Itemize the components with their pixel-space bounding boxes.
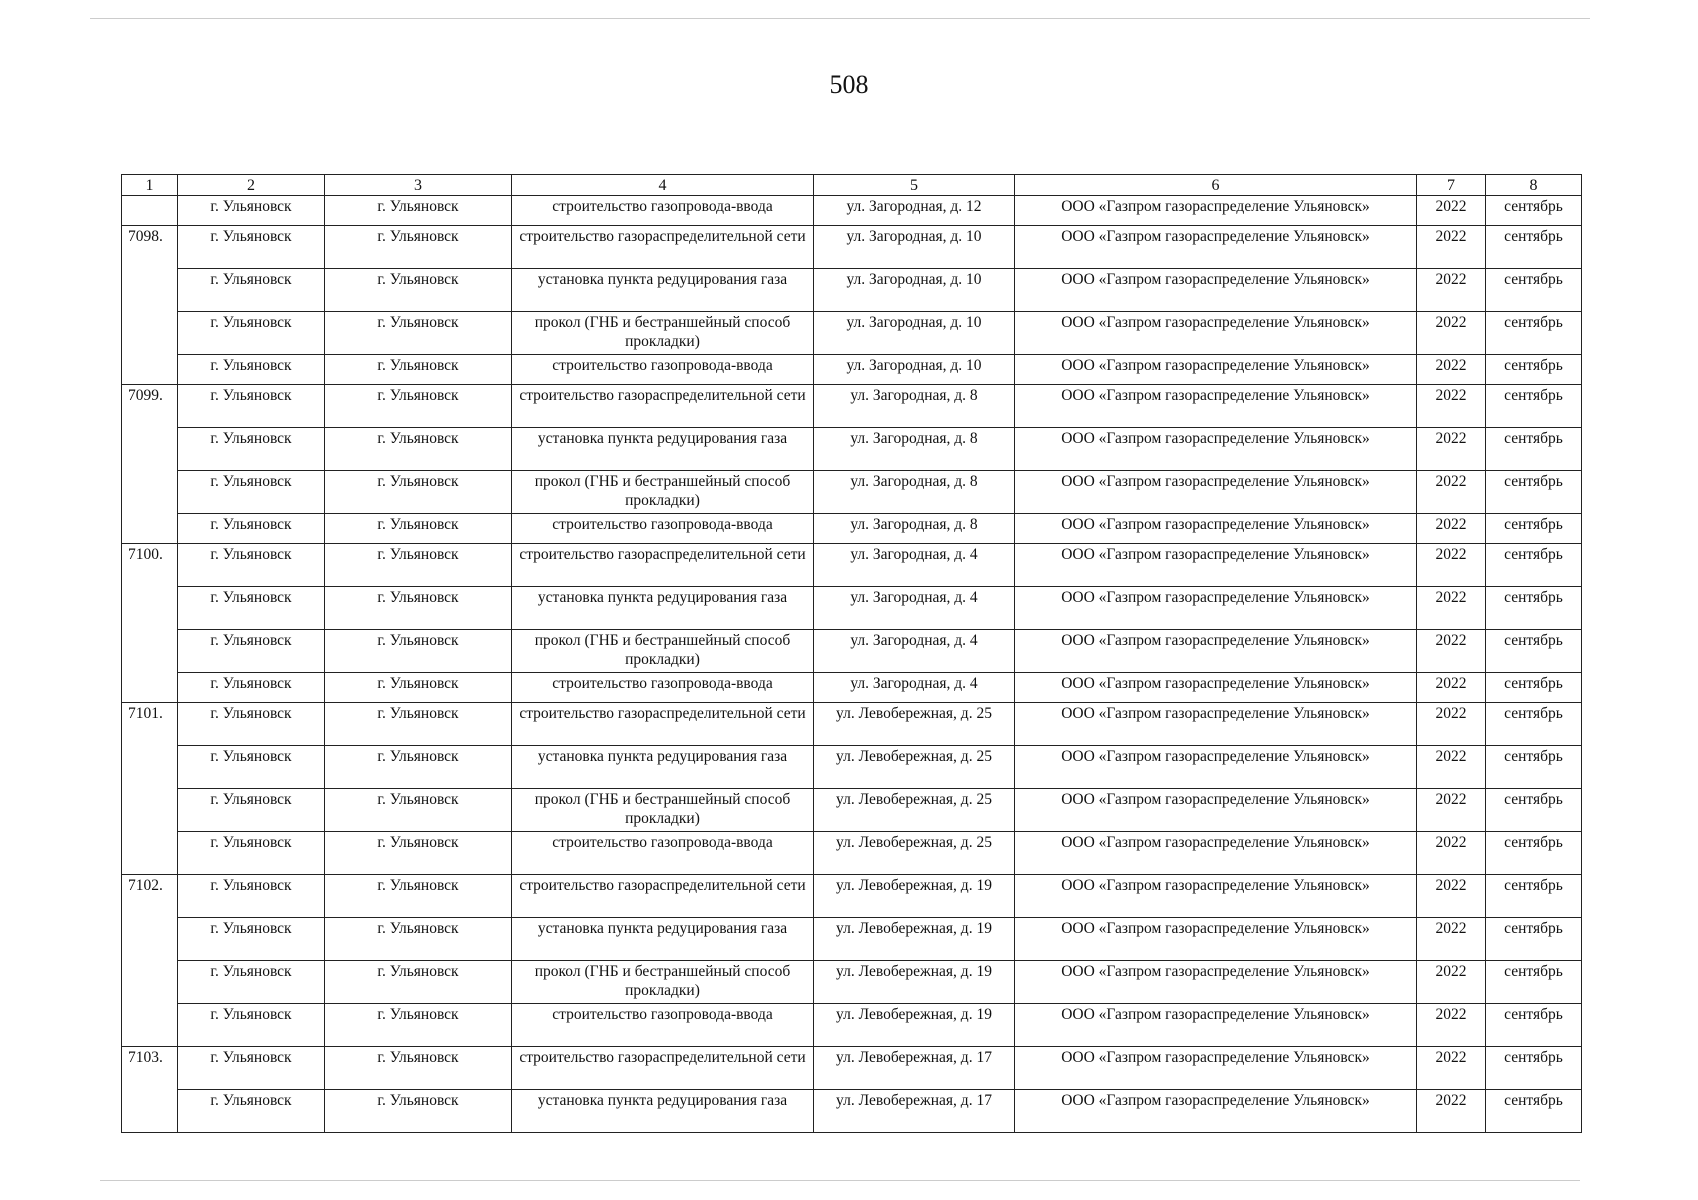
cell-organization: ООО «Газпром газораспределение Ульяновск»: [1015, 918, 1417, 961]
cell-month: сентябрь: [1486, 471, 1582, 514]
scan-artifact-top: [90, 18, 1590, 19]
cell-settlement: г. Ульяновск: [325, 703, 512, 746]
cell-municipality: г. Ульяновск: [178, 544, 325, 587]
table-row: [122, 673, 1582, 703]
cell-year: 2022: [1417, 226, 1486, 269]
column-header-1: 1: [122, 175, 178, 196]
cell-work-type: строительство газопровода-ввода: [512, 1004, 814, 1047]
cell-organization: ООО «Газпром газораспределение Ульяновск»: [1015, 269, 1417, 312]
table-row: [122, 918, 1582, 961]
cell-organization: ООО «Газпром газораспределение Ульяновск»: [1015, 587, 1417, 630]
table-row: [122, 544, 1582, 587]
cell-address: ул. Левобережная, д. 19: [814, 918, 1015, 961]
cell-work-type: строительство газопровода-ввода: [512, 355, 814, 385]
cell-organization: ООО «Газпром газораспределение Ульяновск»: [1015, 789, 1417, 832]
cell-month: сентябрь: [1486, 587, 1582, 630]
cell-settlement: г. Ульяновск: [325, 918, 512, 961]
column-header-2: 2: [178, 175, 325, 196]
cell-entry-number: [122, 355, 178, 385]
cell-month: сентябрь: [1486, 312, 1582, 355]
cell-entry-number: [122, 587, 178, 630]
cell-work-type: прокол (ГНБ и бестраншейный способ прокладки): [512, 312, 814, 355]
cell-municipality: г. Ульяновск: [178, 471, 325, 514]
cell-organization: ООО «Газпром газораспределение Ульяновск»: [1015, 196, 1417, 226]
cell-address: ул. Загородная, д. 4: [814, 673, 1015, 703]
column-header-5: 5: [814, 175, 1015, 196]
cell-work-type: установка пункта редуцирования газа: [512, 918, 814, 961]
cell-address: ул. Загородная, д. 10: [814, 355, 1015, 385]
cell-entry-number: [122, 1090, 178, 1133]
cell-entry-number: 7098.: [122, 226, 178, 269]
cell-address: ул. Левобережная, д. 19: [814, 875, 1015, 918]
cell-year: 2022: [1417, 1004, 1486, 1047]
cell-month: сентябрь: [1486, 875, 1582, 918]
cell-organization: ООО «Газпром газораспределение Ульяновск»: [1015, 514, 1417, 544]
cell-entry-number: [122, 269, 178, 312]
cell-address: ул. Загородная, д. 12: [814, 196, 1015, 226]
table-row: [122, 875, 1582, 918]
column-header-4: 4: [512, 175, 814, 196]
table-row: [122, 1047, 1582, 1090]
table-row: [122, 703, 1582, 746]
cell-settlement: г. Ульяновск: [325, 544, 512, 587]
cell-municipality: г. Ульяновск: [178, 875, 325, 918]
cell-address: ул. Загородная, д. 10: [814, 226, 1015, 269]
cell-organization: ООО «Газпром газораспределение Ульяновск»: [1015, 355, 1417, 385]
cell-address: ул. Загородная, д. 8: [814, 471, 1015, 514]
cell-settlement: г. Ульяновск: [325, 746, 512, 789]
cell-entry-number: [122, 428, 178, 471]
cell-work-type: прокол (ГНБ и бестраншейный способ прокладки): [512, 789, 814, 832]
cell-organization: ООО «Газпром газораспределение Ульяновск»: [1015, 875, 1417, 918]
cell-settlement: г. Ульяновск: [325, 961, 512, 1004]
cell-organization: ООО «Газпром газораспределение Ульяновск»: [1015, 312, 1417, 355]
cell-municipality: г. Ульяновск: [178, 1090, 325, 1133]
cell-month: сентябрь: [1486, 789, 1582, 832]
cell-address: ул. Загородная, д. 4: [814, 544, 1015, 587]
scan-artifact-bottom: [100, 1180, 1580, 1181]
table-row: [122, 1004, 1582, 1047]
cell-work-type: строительство газораспределительной сети: [512, 385, 814, 428]
cell-municipality: г. Ульяновск: [178, 1004, 325, 1047]
cell-year: 2022: [1417, 269, 1486, 312]
table-row: [122, 428, 1582, 471]
cell-municipality: г. Ульяновск: [178, 196, 325, 226]
cell-organization: ООО «Газпром газораспределение Ульяновск»: [1015, 385, 1417, 428]
cell-month: сентябрь: [1486, 961, 1582, 1004]
gasification-schedule-table: [121, 174, 1582, 1133]
cell-year: 2022: [1417, 385, 1486, 428]
cell-entry-number: 7102.: [122, 875, 178, 918]
cell-municipality: г. Ульяновск: [178, 703, 325, 746]
cell-month: сентябрь: [1486, 832, 1582, 875]
cell-organization: ООО «Газпром газораспределение Ульяновск»: [1015, 428, 1417, 471]
cell-entry-number: [122, 196, 178, 226]
cell-entry-number: [122, 746, 178, 789]
table-row: [122, 832, 1582, 875]
document-table-container: [121, 174, 1581, 1133]
table-row: [122, 746, 1582, 789]
cell-settlement: г. Ульяновск: [325, 1004, 512, 1047]
cell-settlement: г. Ульяновск: [325, 355, 512, 385]
cell-municipality: г. Ульяновск: [178, 587, 325, 630]
cell-settlement: г. Ульяновск: [325, 471, 512, 514]
cell-entry-number: [122, 514, 178, 544]
cell-month: сентябрь: [1486, 673, 1582, 703]
table-body: [122, 196, 1582, 1133]
table-row: [122, 312, 1582, 355]
cell-work-type: строительство газопровода-ввода: [512, 673, 814, 703]
table-row: [122, 196, 1582, 226]
cell-settlement: г. Ульяновск: [325, 514, 512, 544]
column-header-8: 8: [1486, 175, 1582, 196]
cell-month: сентябрь: [1486, 355, 1582, 385]
cell-entry-number: [122, 471, 178, 514]
cell-month: сентябрь: [1486, 428, 1582, 471]
cell-year: 2022: [1417, 428, 1486, 471]
cell-address: ул. Левобережная, д. 25: [814, 832, 1015, 875]
cell-entry-number: 7100.: [122, 544, 178, 587]
cell-year: 2022: [1417, 355, 1486, 385]
cell-organization: ООО «Газпром газораспределение Ульяновск»: [1015, 471, 1417, 514]
cell-organization: ООО «Газпром газораспределение Ульяновск»: [1015, 1090, 1417, 1133]
cell-month: сентябрь: [1486, 196, 1582, 226]
cell-work-type: строительство газораспределительной сети: [512, 703, 814, 746]
table-row: [122, 630, 1582, 673]
cell-municipality: г. Ульяновск: [178, 312, 325, 355]
cell-month: сентябрь: [1486, 1047, 1582, 1090]
cell-settlement: г. Ульяновск: [325, 269, 512, 312]
cell-organization: ООО «Газпром газораспределение Ульяновск»: [1015, 544, 1417, 587]
cell-work-type: строительство газораспределительной сети: [512, 875, 814, 918]
cell-year: 2022: [1417, 630, 1486, 673]
cell-entry-number: [122, 918, 178, 961]
cell-address: ул. Загородная, д. 8: [814, 428, 1015, 471]
cell-entry-number: 7099.: [122, 385, 178, 428]
cell-organization: ООО «Газпром газораспределение Ульяновск»: [1015, 961, 1417, 1004]
cell-address: ул. Загородная, д. 8: [814, 385, 1015, 428]
cell-year: 2022: [1417, 1047, 1486, 1090]
cell-work-type: строительство газопровода-ввода: [512, 514, 814, 544]
table-row: [122, 269, 1582, 312]
table-row: [122, 355, 1582, 385]
table-row: [122, 1090, 1582, 1133]
cell-settlement: г. Ульяновск: [325, 789, 512, 832]
cell-year: 2022: [1417, 196, 1486, 226]
cell-settlement: г. Ульяновск: [325, 196, 512, 226]
cell-address: ул. Левобережная, д. 17: [814, 1047, 1015, 1090]
cell-year: 2022: [1417, 789, 1486, 832]
cell-address: ул. Левобережная, д. 19: [814, 961, 1015, 1004]
cell-address: ул. Загородная, д. 4: [814, 630, 1015, 673]
cell-work-type: строительство газораспределительной сети: [512, 544, 814, 587]
cell-year: 2022: [1417, 875, 1486, 918]
cell-year: 2022: [1417, 471, 1486, 514]
cell-organization: ООО «Газпром газораспределение Ульяновск»: [1015, 630, 1417, 673]
cell-address: ул. Левобережная, д. 17: [814, 1090, 1015, 1133]
cell-address: ул. Загородная, д. 10: [814, 312, 1015, 355]
cell-month: сентябрь: [1486, 703, 1582, 746]
cell-entry-number: 7103.: [122, 1047, 178, 1090]
cell-year: 2022: [1417, 918, 1486, 961]
table-row: [122, 385, 1582, 428]
cell-entry-number: [122, 1004, 178, 1047]
cell-entry-number: [122, 789, 178, 832]
cell-year: 2022: [1417, 514, 1486, 544]
cell-municipality: г. Ульяновск: [178, 832, 325, 875]
cell-municipality: г. Ульяновск: [178, 789, 325, 832]
cell-organization: ООО «Газпром газораспределение Ульяновск»: [1015, 1004, 1417, 1047]
cell-month: сентябрь: [1486, 514, 1582, 544]
cell-work-type: установка пункта редуцирования газа: [512, 746, 814, 789]
cell-year: 2022: [1417, 312, 1486, 355]
cell-organization: ООО «Газпром газораспределение Ульяновск»: [1015, 746, 1417, 789]
page-number: 508: [829, 70, 869, 99]
cell-year: 2022: [1417, 703, 1486, 746]
cell-organization: ООО «Газпром газораспределение Ульяновск»: [1015, 1047, 1417, 1090]
cell-address: ул. Левобережная, д. 25: [814, 703, 1015, 746]
cell-year: 2022: [1417, 746, 1486, 789]
cell-settlement: г. Ульяновск: [325, 587, 512, 630]
cell-municipality: г. Ульяновск: [178, 428, 325, 471]
cell-work-type: прокол (ГНБ и бестраншейный способ прокладки): [512, 961, 814, 1004]
cell-month: сентябрь: [1486, 630, 1582, 673]
cell-organization: ООО «Газпром газораспределение Ульяновск»: [1015, 226, 1417, 269]
cell-settlement: г. Ульяновск: [325, 875, 512, 918]
cell-municipality: г. Ульяновск: [178, 269, 325, 312]
cell-address: ул. Загородная, д. 4: [814, 587, 1015, 630]
cell-year: 2022: [1417, 544, 1486, 587]
table-row: [122, 471, 1582, 514]
cell-month: сентябрь: [1486, 918, 1582, 961]
cell-work-type: строительство газораспределительной сети: [512, 226, 814, 269]
cell-entry-number: [122, 673, 178, 703]
cell-work-type: установка пункта редуцирования газа: [512, 428, 814, 471]
cell-municipality: г. Ульяновск: [178, 630, 325, 673]
cell-municipality: г. Ульяновск: [178, 1047, 325, 1090]
cell-settlement: г. Ульяновск: [325, 630, 512, 673]
cell-municipality: г. Ульяновск: [178, 746, 325, 789]
cell-municipality: г. Ульяновск: [178, 385, 325, 428]
cell-work-type: строительство газопровода-ввода: [512, 832, 814, 875]
cell-municipality: г. Ульяновск: [178, 514, 325, 544]
cell-address: ул. Загородная, д. 8: [814, 514, 1015, 544]
column-header-6: 6: [1015, 175, 1417, 196]
cell-month: сентябрь: [1486, 385, 1582, 428]
cell-address: ул. Левобережная, д. 19: [814, 1004, 1015, 1047]
cell-settlement: г. Ульяновск: [325, 832, 512, 875]
cell-work-type: установка пункта редуцирования газа: [512, 587, 814, 630]
cell-work-type: установка пункта редуцирования газа: [512, 269, 814, 312]
cell-settlement: г. Ульяновск: [325, 1090, 512, 1133]
cell-municipality: г. Ульяновск: [178, 226, 325, 269]
cell-address: ул. Загородная, д. 10: [814, 269, 1015, 312]
cell-settlement: г. Ульяновск: [325, 312, 512, 355]
cell-settlement: г. Ульяновск: [325, 673, 512, 703]
cell-month: сентябрь: [1486, 269, 1582, 312]
cell-settlement: г. Ульяновск: [325, 428, 512, 471]
cell-address: ул. Левобережная, д. 25: [814, 789, 1015, 832]
cell-municipality: г. Ульяновск: [178, 918, 325, 961]
table-row: [122, 961, 1582, 1004]
cell-organization: ООО «Газпром газораспределение Ульяновск»: [1015, 673, 1417, 703]
cell-month: сентябрь: [1486, 746, 1582, 789]
cell-municipality: г. Ульяновск: [178, 355, 325, 385]
column-header-3: 3: [325, 175, 512, 196]
cell-month: сентябрь: [1486, 544, 1582, 587]
cell-work-type: строительство газопровода-ввода: [512, 196, 814, 226]
cell-year: 2022: [1417, 673, 1486, 703]
table-row: [122, 587, 1582, 630]
cell-month: сентябрь: [1486, 226, 1582, 269]
cell-entry-number: 7101.: [122, 703, 178, 746]
table-row: [122, 226, 1582, 269]
cell-year: 2022: [1417, 1090, 1486, 1133]
cell-work-type: прокол (ГНБ и бестраншейный способ прокладки): [512, 630, 814, 673]
cell-work-type: прокол (ГНБ и бестраншейный способ прокладки): [512, 471, 814, 514]
cell-work-type: установка пункта редуцирования газа: [512, 1090, 814, 1133]
cell-work-type: строительство газораспределительной сети: [512, 1047, 814, 1090]
cell-month: сентябрь: [1486, 1090, 1582, 1133]
cell-year: 2022: [1417, 961, 1486, 1004]
cell-entry-number: [122, 312, 178, 355]
table-row: [122, 789, 1582, 832]
cell-entry-number: [122, 630, 178, 673]
cell-year: 2022: [1417, 587, 1486, 630]
cell-year: 2022: [1417, 832, 1486, 875]
cell-organization: ООО «Газпром газораспределение Ульяновск»: [1015, 832, 1417, 875]
cell-settlement: г. Ульяновск: [325, 1047, 512, 1090]
cell-entry-number: [122, 961, 178, 1004]
table-row: [122, 514, 1582, 544]
cell-settlement: г. Ульяновск: [325, 385, 512, 428]
cell-municipality: г. Ульяновск: [178, 673, 325, 703]
column-number-row: [122, 175, 1582, 196]
cell-municipality: г. Ульяновск: [178, 961, 325, 1004]
cell-organization: ООО «Газпром газораспределение Ульяновск»: [1015, 703, 1417, 746]
cell-settlement: г. Ульяновск: [325, 226, 512, 269]
cell-entry-number: [122, 832, 178, 875]
cell-month: сентябрь: [1486, 1004, 1582, 1047]
cell-address: ул. Левобережная, д. 25: [814, 746, 1015, 789]
column-header-7: 7: [1417, 175, 1486, 196]
